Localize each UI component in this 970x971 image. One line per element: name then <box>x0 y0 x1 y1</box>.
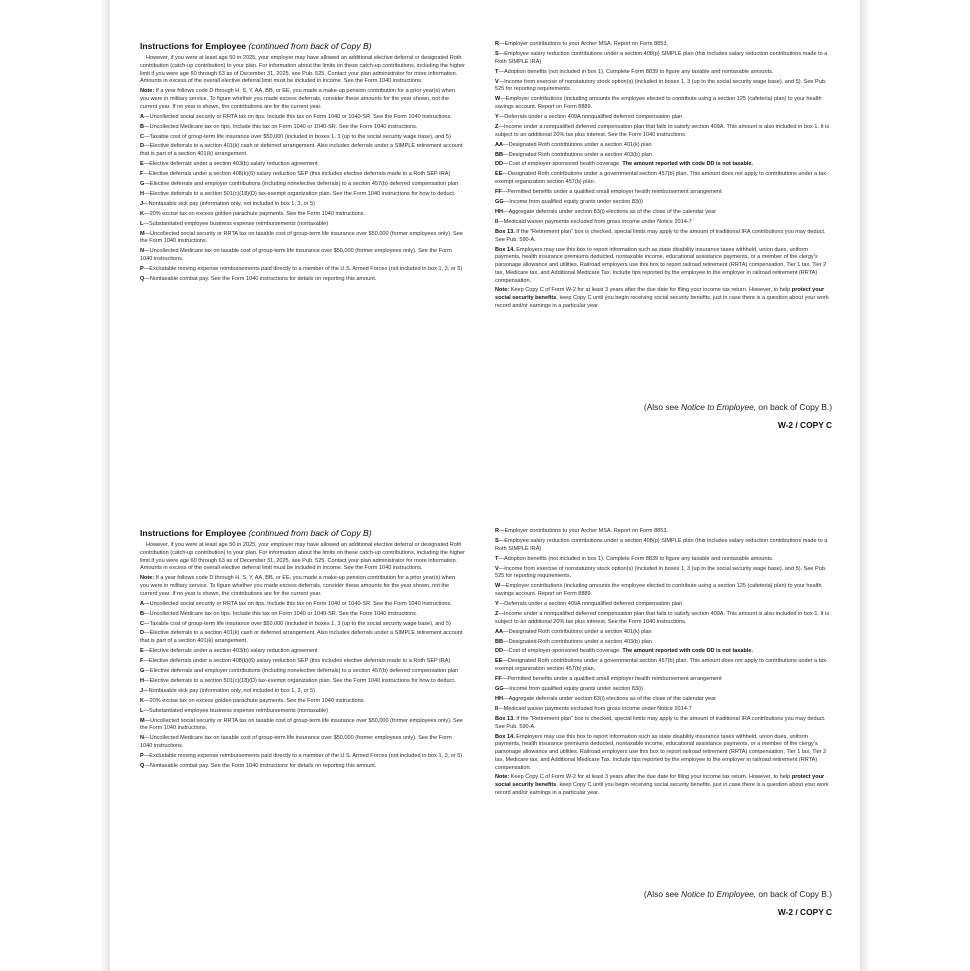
instruction-paragraph <box>140 668 465 676</box>
instruction-code: EE <box>495 171 503 178</box>
instruction-paragraph <box>495 114 832 122</box>
instruction-text: —Nontaxable combat pay. See the Form 1040 instructions for details on reporting this amount. <box>144 276 377 282</box>
instruction-text: —Cost of employer-sponsored health coverage. <box>503 648 623 655</box>
instruction-code: AA <box>495 141 504 148</box>
instruction-text: —Designated Roth contributions under a section 401(k) plan <box>503 628 652 635</box>
instruction-code: V <box>495 565 499 572</box>
instruction-code: J <box>140 687 144 694</box>
left-column <box>140 528 465 773</box>
instruction-code: G <box>140 181 145 187</box>
instruction-text: —Employee salary reduction contributions under a section 408(p) SIMPLE plan (this includes salary reduction contributions made to a Roth SIMPLE IRA) <box>495 537 828 552</box>
instruction-paragraph <box>140 763 465 771</box>
instruction-paragraph <box>495 247 832 286</box>
instruction-code: W <box>495 96 501 103</box>
instruction-paragraph <box>140 611 465 619</box>
instruction-code: FF <box>495 189 502 196</box>
instruction-paragraph <box>140 753 465 761</box>
instruction-text: Keep Copy C of Form W-2 for at least 3 years after the due date for filing your income tax return. However, to help <box>509 774 792 781</box>
instruction-code: Box 14. <box>495 733 515 740</box>
heading-title: Instructions for Employee <box>140 528 247 538</box>
instruction-code: T <box>495 555 499 562</box>
instruction-code: D <box>140 630 145 637</box>
instruction-code: V <box>495 78 499 85</box>
instruction-paragraph <box>495 601 832 609</box>
instruction-code: N <box>140 735 145 742</box>
right-column <box>495 528 832 800</box>
instruction-text: —Uncollected Medicare tax on taxable cost of group-term life insurance over $50,000 (former employees only). See the Form 1040 instructions. <box>140 248 452 263</box>
instruction-paragraph <box>495 696 832 704</box>
instruction-paragraph <box>140 698 465 706</box>
instruction-text: However, if you were at least age 50 in 2025, your employer may have allowed an additional elective deferral or designated Roth contribution (catch-up contribution) to your plan. For information about the limits on these catch-up contributions, including the higher limit if you were age 60 through 63 as of December 31, 2025, see Pub. 525. Contact your plan administrator for more information. Amounts in excess of the overall elective deferral limit must be included in income. See the Form 1040 instructions. <box>140 542 465 572</box>
instruction-text: —Designated Roth contributions under a section 403(b) plan <box>503 638 652 645</box>
instruction-text: —Medicaid waiver payments excluded from gross income under Notice 2014-7 <box>498 705 692 712</box>
left-column <box>140 41 465 286</box>
instruction-text: —Uncollected Medicare tax on tips. Include this tax on Form 1040 or 1040-SR. See the Form 1040 instructions. <box>144 610 418 617</box>
instruction-code: Note: <box>495 774 510 781</box>
right-column <box>495 41 832 313</box>
instruction-paragraph <box>140 658 465 666</box>
left-items <box>140 542 465 771</box>
instruction-paragraph <box>495 774 832 797</box>
instruction-paragraph <box>140 276 465 284</box>
instruction-code: K <box>140 697 145 704</box>
instruction-code: L <box>140 220 144 227</box>
instruction-code: N <box>140 248 145 255</box>
instruction-paragraph <box>495 41 832 49</box>
instruction-code: Y <box>495 600 499 607</box>
instruction-text: —Income under a nonqualified deferred compensation plan that fails to satisfy section 409A. This amount is also included in box 1. It is subject to an additional 20% tax plus interest. See the Form 1040 instructions. <box>495 123 830 138</box>
instruction-text: —Aggregate deferrals under section 83(i) elections as of the close of the calendar year <box>503 695 717 702</box>
instruction-code: AA <box>495 628 504 635</box>
instruction-text: —Excludable moving expense reimbursements paid directly to a member of the U.S. Armed Forces (not included in box 1, 3, or 5) <box>143 753 463 760</box>
instruction-code: GG <box>495 686 504 692</box>
instruction-text: —Excludable moving expense reimbursements paid directly to a member of the U.S. Armed Forces (not included in box 1, 3, or 5) <box>143 266 463 273</box>
instruction-paragraph <box>140 718 465 734</box>
instruction-paragraph <box>140 211 465 219</box>
instruction-paragraph <box>140 191 465 199</box>
instruction-paragraph <box>495 199 832 207</box>
instruction-emphasis: The amount reported with code DD is not taxable. <box>622 648 754 655</box>
instruction-text: —Income from qualified equity grants under section 83(i) <box>503 199 643 205</box>
instruction-paragraph <box>140 735 465 751</box>
instructions-heading <box>140 41 465 51</box>
instruction-paragraph <box>140 201 465 209</box>
instruction-paragraph <box>140 678 465 686</box>
instruction-paragraph <box>140 688 465 696</box>
instruction-code: M <box>140 230 145 237</box>
instruction-paragraph <box>495 716 832 732</box>
instruction-code: II <box>495 705 499 712</box>
instruction-text: —Adoption benefits (not included in box 1). Complete Form 8839 to figure any taxable and nontaxable amounts. <box>498 68 774 75</box>
instruction-text: —Employee salary reduction contributions under a section 408(p) SIMPLE plan (this includes salary reduction contributions made to a Roth SIMPLE IRA) <box>495 50 828 65</box>
instruction-text: —Elective deferrals and employer contributions (including nonelective deferrals) to a section 457(b) deferred compensation plan <box>144 668 459 674</box>
instruction-paragraph <box>140 161 465 169</box>
instruction-text: , keep Copy C until you begin receiving social security benefits, just in case there is a question about your work record and/or earnings in a particular year. <box>495 295 829 309</box>
also-see-prefix: (Also see <box>643 402 682 412</box>
instruction-text: —Designated Roth contributions under a section 401(k) plan <box>503 141 652 148</box>
instruction-code: EE <box>495 658 503 665</box>
instruction-paragraph <box>140 114 465 122</box>
instruction-code: Box 13. <box>495 715 515 722</box>
instruction-paragraph <box>140 575 465 598</box>
instruction-paragraph <box>495 658 832 674</box>
instruction-text: —Elective deferrals under a section 408(k)(6) salary reduction SEP (this includes elective deferrals made to a Roth SEP IRA) <box>143 658 451 665</box>
also-see-note <box>644 889 832 899</box>
instruction-text: —Aggregate deferrals under section 83(i) elections as of the close of the calendar year <box>503 208 717 215</box>
instructions-copy-top <box>140 41 832 441</box>
instruction-paragraph <box>140 266 465 274</box>
instruction-code: E <box>140 161 144 168</box>
instruction-text: —20% excise tax on excess golden parachute payments. See the Form 1040 instructions. <box>144 210 366 217</box>
instruction-paragraph <box>140 630 465 646</box>
instruction-code: Note: <box>140 575 155 582</box>
instruction-text: —Designated Roth contributions under a governmental section 457(b) plan. This amount does not apply to contributions under a tax-exempt organization section 457(b) plan. <box>495 171 828 186</box>
instruction-paragraph <box>495 611 832 627</box>
instruction-paragraph <box>140 708 465 716</box>
instruction-code: L <box>140 707 144 714</box>
instruction-code: P <box>140 266 144 273</box>
instruction-text: —Deferrals under a section 409A nonqualified deferred compensation plan <box>498 600 683 607</box>
instruction-text: —Substantiated employee business expense reimbursements (nontaxable) <box>143 220 329 227</box>
instruction-text: —Nontaxable sick pay (information only, not included in box 1, 3, or 5) <box>143 687 316 694</box>
instruction-text: —Permitted benefits under a qualified small employer health reimbursement arrangement <box>501 676 722 683</box>
instruction-paragraph <box>495 538 832 554</box>
instruction-emphasis: protect your social security benefits <box>495 287 825 302</box>
instruction-text: However, if you were at least age 50 in 2025, your employer may have allowed an additional elective deferral or designated Roth contribution (catch-up contribution) to your plan. For information about the limits on these catch-up contributions, including the higher limit if you were age 60 through 63 as of December 31, 2025, see Pub. 525. Contact your plan administrator for more information. Amounts in excess of the overall elective deferral limit must be included in income. See the Form 1040 instructions. <box>140 55 465 85</box>
instruction-code: W <box>495 583 501 590</box>
instruction-paragraph <box>495 219 832 227</box>
instruction-text: —Uncollected social security or RRTA tax on taxable cost of group-term life insurance over $50,000 (former employees only). See the Form 1040 instructions. <box>140 717 463 732</box>
instruction-text: If a year follows code D through H, S, Y, AA, BB, or EE, you made a make-up pension contribution for a prior year(s) when you were in military service. To figure whether you made excess deferrals, consider these amounts for the year shown, not the current year. If no year is shown, the contributions are for the current year. <box>140 88 455 110</box>
instruction-code: P <box>140 753 144 760</box>
also-see-prefix: (Also see <box>643 889 682 899</box>
instruction-emphasis: protect your social security benefits <box>495 774 825 789</box>
instruction-text: —Taxable cost of group-term life insurance over $50,000 (included in boxes 1, 3 (up to the social security wage base), and 5) <box>144 620 451 627</box>
instruction-paragraph <box>140 231 465 247</box>
heading-subtitle: (continued from back of Copy B) <box>248 528 372 538</box>
instruction-code: F <box>140 171 144 178</box>
instruction-code: G <box>140 668 145 674</box>
instruction-paragraph <box>495 648 832 656</box>
instruction-code: Q <box>140 763 145 769</box>
also-see-suffix: on back of Copy B.) <box>756 889 832 899</box>
instruction-text: —Income from exercise of nonstatutory stock option(s) (included in boxes 1, 3 (up to the social security wage base), and 5). See Pub. 525 for reporting requirements. <box>495 78 827 93</box>
instruction-text: —Employer contributions to your Archer MSA. Report on Form 8853. <box>499 528 668 534</box>
instruction-paragraph <box>495 161 832 169</box>
instruction-text: —Permitted benefits under a qualified small employer health reimbursement arrangement <box>501 189 722 196</box>
instruction-code: Q <box>140 276 145 282</box>
instruction-paragraph <box>495 287 832 310</box>
instruction-paragraph <box>495 142 832 150</box>
instruction-paragraph <box>495 639 832 647</box>
instruction-text: , keep Copy C until you begin receiving social security benefits, just in case there is a question about your work record and/or earnings in a particular year. <box>495 782 829 796</box>
instruction-paragraph <box>495 69 832 77</box>
instruction-code: BB <box>495 151 504 158</box>
instructions-heading <box>140 528 465 538</box>
instruction-paragraph <box>495 96 832 112</box>
instruction-paragraph <box>495 566 832 582</box>
instruction-text: —Uncollected Medicare tax on tips. Include this tax on Form 1040 or 1040-SR. See the Form 1040 instructions. <box>144 123 418 130</box>
instruction-text: —Employer contributions (including amounts the employee elected to contribute using a section 125 (cafeteria) plan) to your health savings account. Report on Form 8889. <box>495 583 822 597</box>
instruction-text: —Income under a nonqualified deferred compensation plan that fails to satisfy section 409A. This amount is also included in box 1. It is subject to an additional 20% tax plus interest. See the Form 1040 instructions. <box>495 610 830 625</box>
instruction-code: Z <box>495 610 499 617</box>
instruction-paragraph <box>495 706 832 714</box>
instruction-paragraph <box>495 51 832 67</box>
instruction-code: B <box>140 610 145 617</box>
also-see-note <box>644 402 832 412</box>
instruction-code: II <box>495 218 499 225</box>
instruction-text: Employers may use this box to report information such as state disability insurance taxes withheld, union dues, uniform payments, health insurance premiums deducted, nontaxable income, educational assistance payments, or a member of the clergy’s parsonage allowance and utilities. Railroad employers use this box to report railroad retirement (RRTA) compensation, Tier 1 tax, Tier 2 tax, Medicare tax, and Additional Medicare Tax. Include tips reported by the employee to the employer in railroad retirement (RRTA) compensation. <box>495 246 827 284</box>
right-items <box>495 528 832 798</box>
right-items <box>495 41 832 311</box>
instruction-text: —Elective deferrals to a section 501(c)(18)(D) tax-exempt organization plan. See the Form 1040 instructions for how to deduct. <box>144 677 456 684</box>
instruction-paragraph <box>140 601 465 609</box>
instruction-text: —Adoption benefits (not included in box 1). Complete Form 8839 to figure any taxable and nontaxable amounts. <box>498 555 774 562</box>
instruction-code: E <box>140 648 144 655</box>
instruction-text: —Employer contributions to your Archer MSA. Report on Form 8853. <box>499 41 668 47</box>
instruction-paragraph <box>495 79 832 95</box>
instruction-text: If a year follows code D through H, S, Y, AA, BB, or EE, you made a make-up pension contribution for a prior year(s) when you were in military service. To figure whether you made excess deferrals, consider these amounts for the year shown, not the current year. If no year is shown, the contributions are for the current year. <box>140 575 455 597</box>
instruction-paragraph <box>140 621 465 629</box>
instruction-text: —Income from exercise of nonstatutory stock option(s) (included in boxes 1, 3 (up to the social security wage base), and 5). See Pub. 525 for reporting requirements. <box>495 565 827 580</box>
instruction-paragraph <box>495 734 832 773</box>
instruction-text: If the “Retirement plan” box is checked, special limits may apply to the amount of traditional IRA contributions you may deduct. See Pub. 590-A. <box>495 228 826 243</box>
also-see-suffix: on back of Copy B.) <box>756 402 832 412</box>
instruction-code: D <box>140 143 145 150</box>
instruction-paragraph <box>140 55 465 86</box>
instruction-code: C <box>140 620 145 627</box>
instruction-code: R <box>495 41 500 47</box>
instruction-text: —Uncollected social security or RRTA tax on tips. Include this tax on Form 1040 or 1040-SR. See the Form 1040 instructions. <box>144 113 452 120</box>
instruction-code: M <box>140 717 145 724</box>
instruction-paragraph <box>495 171 832 187</box>
instructions-copy-bottom <box>140 528 832 928</box>
heading-title: Instructions for Employee <box>140 41 247 51</box>
instruction-code: BB <box>495 638 504 645</box>
instruction-paragraph <box>495 583 832 599</box>
form-sheet <box>110 0 860 971</box>
heading-subtitle: (continued from back of Copy B) <box>248 41 372 51</box>
instruction-code: J <box>140 200 144 207</box>
instruction-paragraph <box>495 686 832 694</box>
instruction-code: H <box>140 677 145 684</box>
instruction-text: —Elective deferrals under a section 403(b) salary reduction agreement <box>143 648 318 655</box>
instruction-text: —Nontaxable sick pay (information only, not included in box 1, 3, or 5) <box>143 200 316 207</box>
instruction-text: —Designated Roth contributions under a governmental section 457(b) plan. This amount does not apply to contributions under a tax-exempt organization section 457(b) plan. <box>495 658 828 673</box>
instruction-text: If the “Retirement plan” box is checked, special limits may apply to the amount of traditional IRA contributions you may deduct. See Pub. 590-A. <box>495 715 826 730</box>
instruction-paragraph <box>140 134 465 142</box>
copy-label: W-2 / COPY C <box>777 420 832 430</box>
instruction-text: —Uncollected Medicare tax on taxable cost of group-term life insurance over $50,000 (former employees only). See the Form 1040 instructions. <box>140 735 452 750</box>
instruction-code: A <box>140 600 145 607</box>
instruction-text: —Designated Roth contributions under a section 403(b) plan <box>503 151 652 158</box>
instruction-code: A <box>140 113 145 120</box>
instruction-code: F <box>140 658 144 665</box>
instruction-paragraph <box>495 676 832 684</box>
instruction-code: T <box>495 68 499 75</box>
instruction-text: —Taxable cost of group-term life insurance over $50,000 (included in boxes 1, 3 (up to the social security wage base), and 5) <box>144 133 451 140</box>
instruction-code: K <box>140 210 145 217</box>
instruction-text: —Elective deferrals under a section 408(k)(6) salary reduction SEP (this includes elective deferrals made to a Roth SEP IRA) <box>143 171 451 178</box>
also-see-italic: Notice to Employee, <box>681 889 757 899</box>
instruction-paragraph <box>495 556 832 564</box>
instruction-text: —Deferrals under a section 409A nonqualified deferred compensation plan <box>498 113 683 120</box>
instruction-paragraph <box>140 221 465 229</box>
instruction-text: —Cost of employer-sponsored health coverage. <box>503 161 623 168</box>
instruction-text: —Employer contributions (including amounts the employee elected to contribute using a section 125 (cafeteria) plan) to your health savings account. Report on Form 8889. <box>495 96 822 110</box>
instruction-paragraph <box>140 171 465 179</box>
instruction-code: R <box>495 528 500 534</box>
instruction-text: —Elective deferrals to a section 401(k) cash or deferred arrangement. Also includes deferrals under a SIMPLE retirement account that is part of a section 401(k) arrangement. <box>140 143 463 158</box>
instruction-paragraph <box>495 229 832 245</box>
left-items <box>140 55 465 284</box>
instruction-text: —Elective deferrals to a section 501(c)(18)(D) tax-exempt organization plan. See the Form 1040 instructions for how to deduct. <box>144 190 456 197</box>
copy-label: W-2 / COPY C <box>777 907 832 917</box>
instruction-code: Box 13. <box>495 228 515 235</box>
instruction-text: —Elective deferrals and employer contributions (including nonelective deferrals) to a section 457(b) deferred compensation plan <box>144 181 459 187</box>
instruction-paragraph <box>495 209 832 217</box>
instruction-emphasis: The amount reported with code DD is not taxable. <box>622 161 754 168</box>
instruction-text: —Medicaid waiver payments excluded from gross income under Notice 2014-7 <box>498 218 692 225</box>
instruction-paragraph <box>140 648 465 656</box>
instruction-code: Note: <box>140 88 155 95</box>
instruction-code: GG <box>495 199 504 205</box>
instruction-paragraph <box>140 143 465 159</box>
instruction-code: S <box>495 50 499 57</box>
instruction-text: Keep Copy C of Form W-2 for at least 3 years after the due date for filing your income tax return. However, to help <box>509 287 792 294</box>
also-see-italic: Notice to Employee, <box>681 402 757 412</box>
instruction-paragraph <box>140 248 465 264</box>
instruction-text: —Elective deferrals to a section 401(k) cash or deferred arrangement. Also includes deferrals under a SIMPLE retirement account that is part of a section 401(k) arrangement. <box>140 630 463 645</box>
instruction-text: —Elective deferrals under a section 403(b) salary reduction agreement <box>143 161 318 168</box>
instruction-text: —20% excise tax on excess golden parachute payments. See the Form 1040 instructions. <box>144 697 366 704</box>
instruction-code: HH <box>495 208 504 215</box>
instruction-code: FF <box>495 676 502 683</box>
instruction-code: B <box>140 123 145 130</box>
instruction-text: —Nontaxable combat pay. See the Form 1040 instructions for details on reporting this amount. <box>144 763 377 769</box>
instruction-text: Employers may use this box to report information such as state disability insurance taxes withheld, union dues, uniform payments, health insurance premiums deducted, nontaxable income, educational assistance payments, or a member of the clergy’s parsonage allowance and utilities. Railroad employers use this box to report railroad retirement (RRTA) compensation, Tier 1 tax, Tier 2 tax, Medicare tax, and Additional Medicare Tax. Include tips reported by the employee to the employer in railroad retirement (RRTA) compensation. <box>495 733 827 771</box>
instruction-code: DD <box>495 161 504 168</box>
page-shadow-left <box>0 0 110 971</box>
instruction-paragraph <box>495 189 832 197</box>
instruction-code: Z <box>495 123 499 130</box>
instruction-code: C <box>140 133 145 140</box>
instruction-paragraph <box>140 181 465 189</box>
instruction-paragraph <box>495 528 832 536</box>
instruction-code: Box 14. <box>495 246 515 253</box>
instruction-paragraph <box>140 124 465 132</box>
instruction-text: —Income from qualified equity grants under section 83(i) <box>503 686 643 692</box>
instruction-code: HH <box>495 695 504 702</box>
instruction-paragraph <box>495 629 832 637</box>
instruction-text: —Uncollected social security or RRTA tax on tips. Include this tax on Form 1040 or 1040-SR. See the Form 1040 instructions. <box>144 600 452 607</box>
instruction-code: S <box>495 537 499 544</box>
instruction-code: Y <box>495 113 499 120</box>
instruction-code: Note: <box>495 287 510 294</box>
page-shadow-right <box>860 0 970 971</box>
instruction-code: DD <box>495 648 504 655</box>
instruction-code: H <box>140 190 145 197</box>
instruction-paragraph <box>140 88 465 111</box>
instruction-paragraph <box>495 152 832 160</box>
instruction-paragraph <box>495 124 832 140</box>
instruction-text: —Uncollected social security or RRTA tax on taxable cost of group-term life insurance over $50,000 (former employees only). See the Form 1040 instructions. <box>140 230 463 245</box>
instruction-text: —Substantiated employee business expense reimbursements (nontaxable) <box>143 707 329 714</box>
instruction-paragraph <box>140 542 465 573</box>
